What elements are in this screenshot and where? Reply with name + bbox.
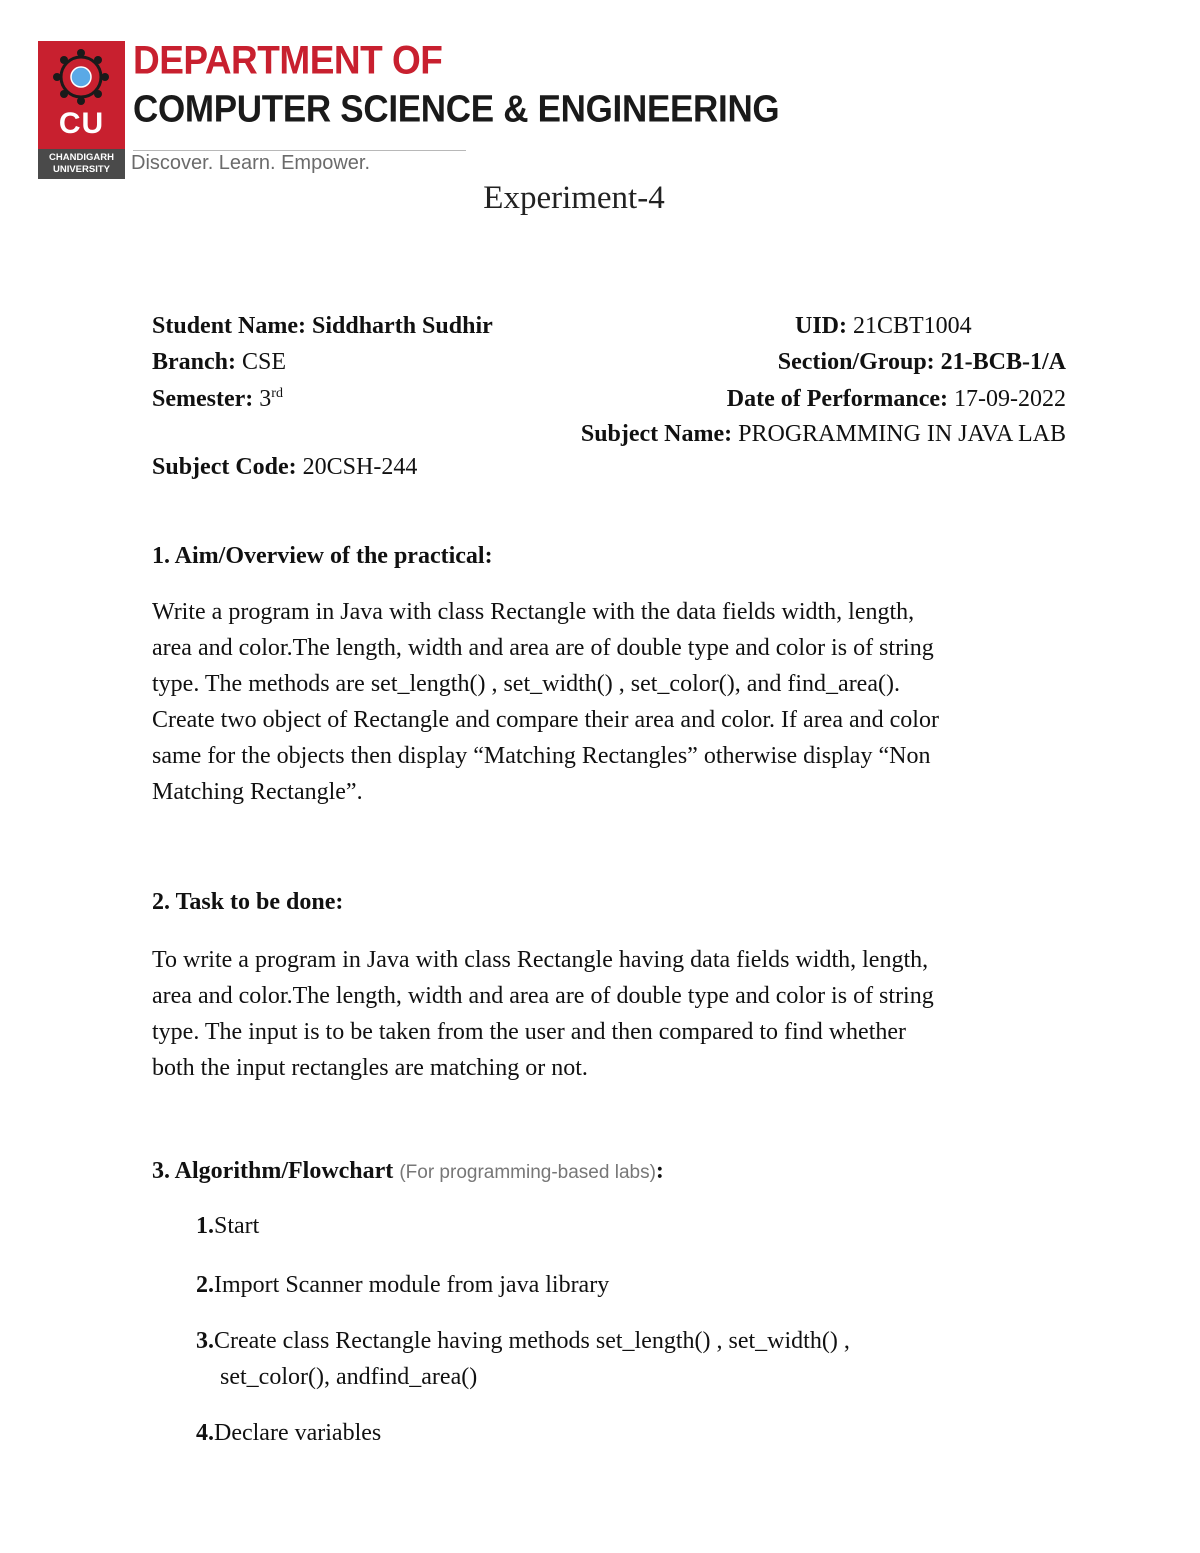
logo-university-name: CHANDIGARH UNIVERSITY [38, 149, 125, 179]
logo-text: CU [58, 107, 105, 140]
subject-name-field: Subject Name: PROGRAMMING IN JAVA LAB [580, 421, 1066, 447]
divider [133, 150, 466, 151]
gear-globe-icon [51, 47, 111, 107]
tagline: Discover. Learn. Empower. [131, 152, 370, 174]
algorithm-note: (For programming-based labs) [399, 1162, 656, 1183]
task-paragraph: To write a program in Java with class Rectangle having data fields width, length, area and color.The length, width and area are of double type and color is of string type. The input is to be taken from the user and then compared to find whether both the input rectangles are matching or not. [152, 947, 934, 1081]
semester-field: Semester: 3rd [152, 386, 283, 412]
algorithm-step: 4.Declare variables [196, 1420, 382, 1446]
algorithm-step: 1.Start [196, 1213, 260, 1239]
task-heading: 2. Task to be done: [152, 889, 344, 915]
section-field: Section/Group: 21-BCB-1/A [777, 349, 1066, 375]
aim-heading: 1. Aim/Overview of the practical: [152, 543, 493, 569]
algorithm-heading: 3. Algorithm/Flowchart (For programming-based labs): [152, 1158, 664, 1184]
department-title-line2: COMPUTER SCIENCE & ENGINEERING [133, 88, 780, 131]
department-title-line1: DEPARTMENT OF [133, 38, 443, 83]
university-logo [38, 41, 125, 179]
page-title: Experiment-4 [483, 180, 665, 216]
aim-paragraph: Write a program in Java with class Rectangle with the data fields width, length, area and color.The length, width and area are of double type and color is of string type. The methods are set_length() , set_width() , set_color(), and find_area(). Create two object of Rectangle and compare their area and color. If area and color same for the objects then display “Matching Rectangles” otherwise display “Non Matching Rectangle”. [152, 599, 939, 805]
student-name-field: Student Name: Siddharth Sudhir [152, 313, 493, 339]
subject-code-field: Subject Code: 20CSH-244 [152, 454, 418, 480]
date-of-performance-field: Date of Performance: 17-09-2022 [726, 386, 1066, 412]
algorithm-step: 3.Create class Rectangle having methods set_length() , set_width() , set_color(), andfind_area() [196, 1328, 850, 1390]
uid-field: UID: 21CBT1004 [795, 313, 972, 339]
branch-field: Branch: CSE [152, 349, 287, 375]
algorithm-step: 2.Import Scanner module from java library [196, 1272, 610, 1298]
